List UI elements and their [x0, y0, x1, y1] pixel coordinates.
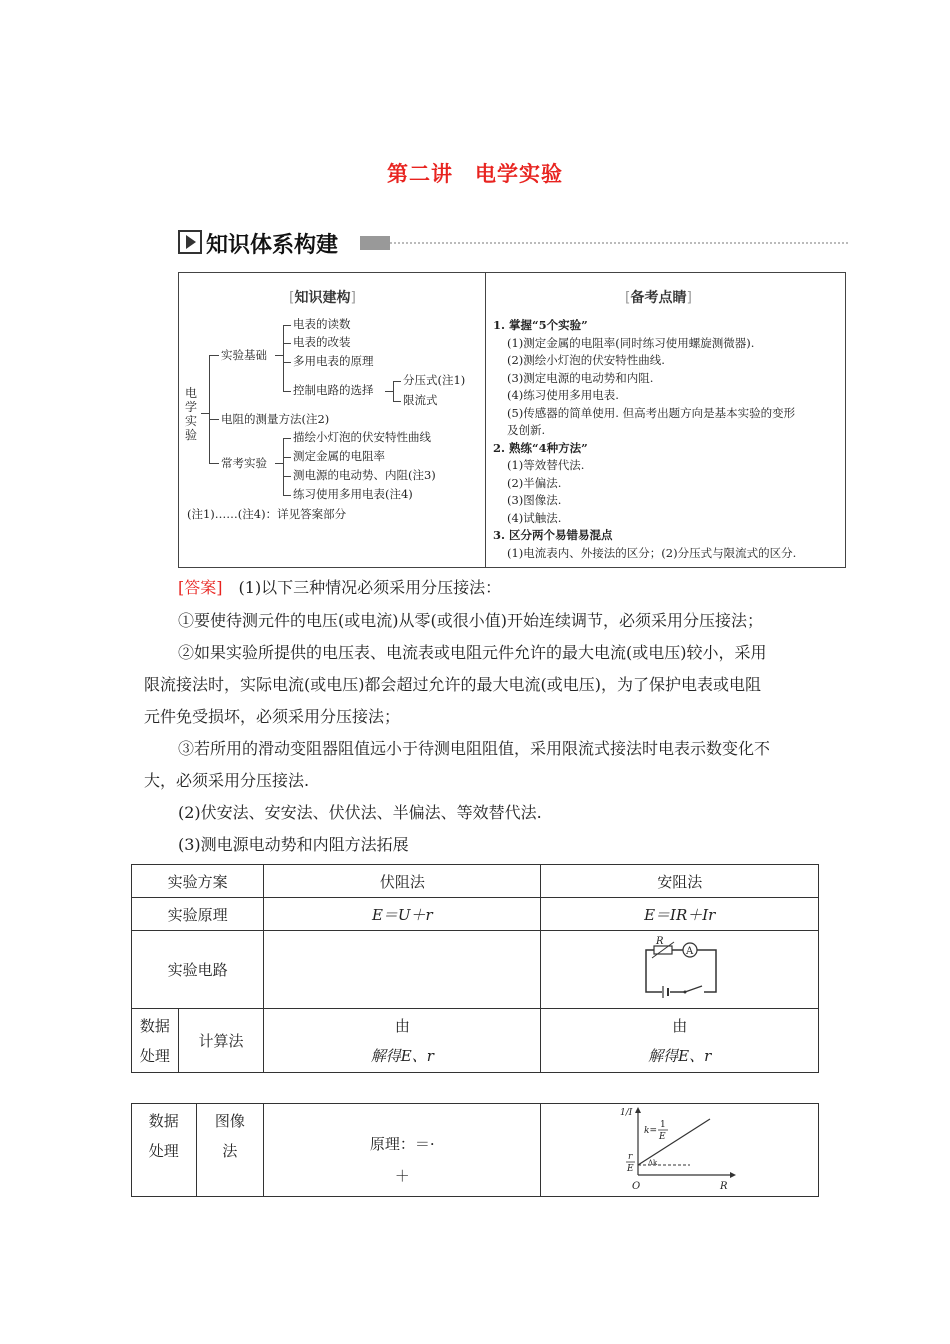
knowledge-box — [178, 272, 846, 568]
answer-line-7: 大，必须采用分压接法. — [144, 771, 310, 790]
sub-limit-mode: 限流式 — [403, 393, 438, 407]
banner-block — [360, 236, 390, 250]
item-modify: 电表的改装 — [293, 335, 351, 349]
col-voltmeter-resistor: 伏阻法 — [264, 865, 541, 898]
banner-dotted-line — [390, 242, 848, 244]
exp-resistivity: 测定金属的电阻率 — [293, 449, 385, 463]
y-axis-label: 1/I — [619, 1108, 632, 1118]
section-banner — [178, 228, 848, 258]
col-scheme: 实验方案 — [132, 865, 264, 898]
item-control-circuit: 控制电路的选择 — [293, 383, 374, 397]
item-reading: 电表的读数 — [293, 317, 351, 331]
col-ammeter-resistor: 安阻法 — [541, 865, 819, 898]
graph-principle: 原理：＝· ＋ — [264, 1104, 541, 1197]
circuit-diagram — [640, 936, 720, 1000]
circuit-vr-cell — [264, 931, 541, 1009]
answer-line-3: ②如果实验所提供的电压表、电流表或电阻元件允许的最大电流(或电压)较小，采用 — [178, 643, 767, 662]
exp-emf: 测电源的电动势、内阻(注3) — [293, 468, 436, 482]
tree-note: (注1)……(注4)：详见答案部分 — [187, 507, 347, 521]
data-label-2: 数据 处理 — [132, 1104, 197, 1197]
answer-line-2: ①要使待测元件的电压(或电流)从零(或很小值)开始连续调节，必须采用分压接法； — [178, 611, 763, 630]
slope-den: E — [658, 1132, 666, 1142]
ammeter-label: A — [685, 945, 693, 957]
answer-line-9: (3)测电源电动势和内阻方法拓展 — [178, 835, 409, 854]
graph-cell — [541, 1104, 819, 1197]
row-principle: 实验原理 — [132, 898, 264, 931]
exp-lamp: 描绘小灯泡的伏安特性曲线 — [293, 430, 431, 444]
method-calc: 计算法 — [178, 1009, 263, 1073]
graph-method-table — [131, 1103, 819, 1197]
intercept-num: r — [627, 1152, 632, 1162]
slope-num: 1 — [659, 1120, 666, 1130]
answer-line-4: 限流接法时，实际电流(或电压)都会超过允许的最大电流(或电压)，为了保护电表或电阻 — [144, 675, 761, 694]
banner-label: 知识体系构建 — [206, 233, 339, 258]
tree-root: 电 学 实 验 — [185, 386, 198, 442]
row-circuit: 实验电路 — [132, 931, 264, 1009]
answer-line-8: (2)伏安法、安安法、伏伏法、半偏法、等效替代法. — [178, 803, 542, 822]
play-arrow-icon — [178, 230, 202, 254]
answer-line-1: [答案] (1)以下三种情况必须采用分压接法： — [178, 578, 502, 597]
method-graph: 图像 法 — [196, 1104, 264, 1197]
principle-ir: E＝IR＋Ir — [541, 898, 819, 931]
branch-foundation: 实验基础 — [221, 348, 267, 362]
circuit-ir-cell — [541, 931, 819, 1009]
branch-common: 常考实验 — [221, 456, 267, 470]
intercept-den: E — [626, 1164, 634, 1174]
answer-line-5: 元件免受损坏，必须采用分压接法； — [144, 707, 401, 726]
calc-vr: 由 解得E、r — [264, 1009, 541, 1073]
methods-table — [131, 864, 819, 1073]
answer-tag: [答案] — [178, 578, 223, 597]
origin-label: O — [631, 1181, 640, 1191]
sub-divider-mode: 分压式(注1) — [403, 373, 466, 387]
box-divider — [485, 273, 486, 567]
right-header: [备考点睛] — [625, 290, 692, 306]
row-data-label: 数据 处理 — [132, 1009, 179, 1073]
left-header: [知识建构] — [289, 290, 356, 306]
item-multimeter-principle: 多用电表的原理 — [293, 354, 374, 368]
prep-points: 1. 掌握“5个实验” (1)测定金属的电阻率(同时练习使用螺旋测微器). (2)测绘小灯泡的伏安特性曲线. (3)测定电源的电动势和内阻. (4)练习使用多用电表. (5)传感器的简单使用. 但高考出题方向是基本实验的变形 及创新. 2. 熟练“4种方法” (1)等效替代法. (2)半偏法. (3)图像法. (4)试触法. 3. 区分两个易错易混点 (1)电流表内、外接法的区分；(2)分压式与限流式的区分. — [493, 318, 797, 560]
principle-vr: E＝U＋r — [264, 898, 541, 931]
calc-ir: 由 解得E、r — [541, 1009, 819, 1073]
x-axis-label: R — [719, 1181, 728, 1191]
resistor-label: R — [655, 935, 664, 947]
branch-resistance: 电阻的测量方法(注2) — [221, 412, 330, 426]
answer-line-6: ③若所用的滑动变阻器阻值远小于待测电阻阻值，采用限流式接法时电表示数变化不 — [178, 739, 771, 758]
angle-label: Δk — [647, 1159, 657, 1167]
graph-plot — [620, 1105, 740, 1191]
exp-multimeter: 练习使用多用电表(注4) — [293, 487, 413, 501]
page-title: 第二讲 电学实验 — [387, 162, 563, 186]
slope-label: k= — [643, 1126, 657, 1136]
